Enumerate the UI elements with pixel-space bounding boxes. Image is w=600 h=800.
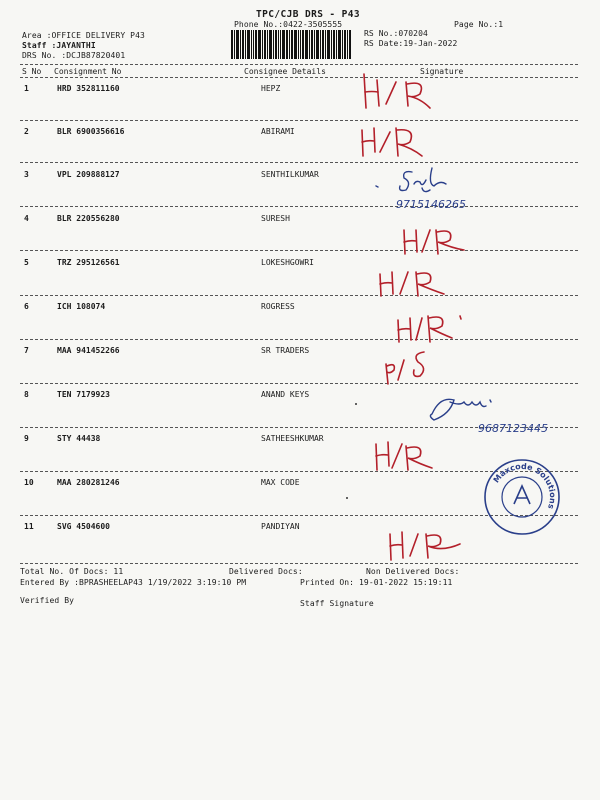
drs-number: DRS No. :DCJB87820401 <box>22 51 126 60</box>
ink-speck <box>355 403 357 405</box>
row-sno: 5 <box>24 258 29 267</box>
signature-text <box>440 90 454 98</box>
rs-date: RS Date:19-Jan-2022 <box>364 39 458 48</box>
row-consignment: MAA 280281246 <box>57 478 120 487</box>
signature-mark <box>352 70 442 114</box>
printed-on: Printed On: 19-01-2022 15:19:11 <box>300 578 453 587</box>
row-consignment: HRD 352811160 <box>57 84 120 93</box>
header-rule-bottom <box>20 77 578 78</box>
row-divider <box>20 120 578 121</box>
barcode <box>231 30 351 59</box>
row-consignee: SATHEESHKUMAR <box>261 434 324 443</box>
column-header-consignee: Consignee Details <box>244 67 326 76</box>
row-sno: 10 <box>24 478 34 487</box>
column-header-signature: Signature <box>420 67 464 76</box>
row-consignee: HEPZ <box>261 84 281 93</box>
row-sno: 3 <box>24 170 29 179</box>
row-consignee: SENTHILKUMAR <box>261 170 319 179</box>
row-divider <box>20 339 578 340</box>
page-number: Page No.:1 <box>454 20 504 29</box>
staff-label: Staff :JAYANTHI <box>22 41 96 50</box>
row-consignee: ANAND KEYS <box>261 390 310 399</box>
row-consignment: MAA 941452266 <box>57 346 120 355</box>
column-header-sno: S No <box>22 67 42 76</box>
row-consignee: SURESH <box>261 214 290 223</box>
signature-mark <box>378 346 448 386</box>
row-consignment: SVG 4504600 <box>57 522 110 531</box>
row-consignee: SR TRADERS <box>261 346 310 355</box>
rs-number: RS No.:070204 <box>364 29 428 38</box>
phone-number: Phone No.:0422-3505555 <box>234 20 343 29</box>
row-sno: 11 <box>24 522 34 531</box>
row-consignment: TEN 7179923 <box>57 390 110 399</box>
stamp-text: Maxcode Solutions <box>491 461 558 511</box>
row-sno: 4 <box>24 214 29 223</box>
row-sno: 8 <box>24 390 29 399</box>
row-sno: 7 <box>24 346 29 355</box>
row-consignment: STY 44438 <box>57 434 101 443</box>
row-consignee: LOKESHGOWRI <box>261 258 314 267</box>
svg-text:9687123445: 9687123445 <box>478 422 548 435</box>
row-divider <box>20 295 578 296</box>
row-consignee: MAX CODE <box>261 478 300 487</box>
row-consignee: ABIRAMI <box>261 127 295 136</box>
svg-text:9715146265: 9715146265 <box>396 198 466 211</box>
entered-by: Entered By :BPRASHEELAP43 1/19/2022 3:19:10 PM <box>20 578 247 587</box>
row-consignment: VPL 209888127 <box>57 170 120 179</box>
row-consignee: PANDIYAN <box>261 522 300 531</box>
verified-by: Verified By <box>20 596 75 605</box>
row-consignment: BLR 220556280 <box>57 214 120 223</box>
signature-mark <box>368 436 448 476</box>
row-sno: 9 <box>24 434 29 443</box>
ink-speck <box>346 497 348 499</box>
signature-mark <box>396 222 476 258</box>
signature-mark <box>390 308 470 348</box>
column-header-consignment: Consignment No <box>54 67 122 76</box>
delivered-docs: Delivered Docs: <box>229 567 303 576</box>
row-sno: 6 <box>24 302 29 311</box>
row-sno: 2 <box>24 127 29 136</box>
row-consignment: BLR 6900356616 <box>57 127 125 136</box>
staff-signature-label: Staff Signature <box>300 599 374 608</box>
document-title: TPC/CJB DRS - P43 <box>256 9 361 20</box>
row-divider <box>20 383 578 384</box>
row-divider <box>20 250 578 251</box>
area-label: Area :OFFICE DELIVERY P43 <box>22 31 145 40</box>
non-delivered-docs: Non Delivered Docs: <box>366 567 460 576</box>
row-consignment: ICH 108074 <box>57 302 106 311</box>
row-consignee: ROGRESS <box>261 302 295 311</box>
signature-mark <box>368 160 498 212</box>
header-rule <box>20 64 578 65</box>
company-stamp <box>483 458 561 536</box>
signature-mark <box>380 524 470 564</box>
row-sno: 1 <box>24 84 29 93</box>
signature-mark <box>356 122 436 162</box>
row-consignment: TRZ 295126561 <box>57 258 120 267</box>
signature-mark <box>372 264 458 300</box>
total-docs: Total No. Of Docs: 11 <box>20 567 124 576</box>
signature-mark <box>420 390 580 440</box>
row-divider <box>20 563 578 564</box>
